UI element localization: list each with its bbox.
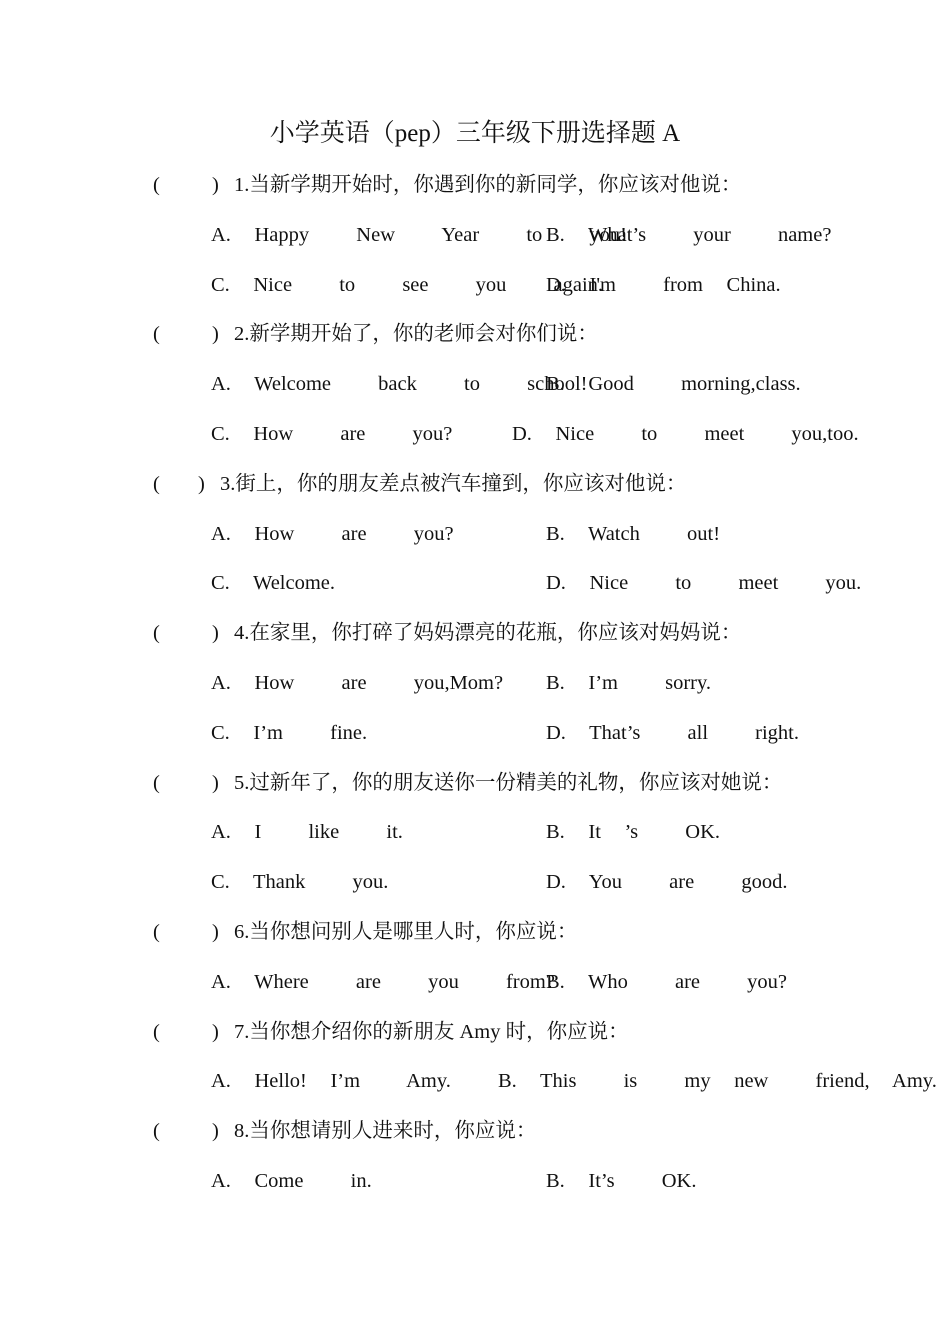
option-row: [0, 1161, 950, 1201]
question-text: 7.当你想介绍你的新朋友 Amy 时，你应说：: [234, 1020, 629, 1043]
option-text: D. You are good.: [546, 871, 788, 894]
answer-blank-close-paren: ): [212, 323, 219, 346]
option-row: [0, 713, 950, 753]
option-row: [0, 414, 950, 454]
answer-blank-open-paren: (: [153, 771, 160, 794]
option-text: A. Where are you from?: [211, 970, 555, 993]
option-text: D. That’s all right.: [546, 721, 800, 744]
question-text: 2.新学期开始了，你的老师会对你们说：: [234, 323, 598, 346]
option-text: D. Nice to meet you.: [546, 572, 862, 595]
answer-blank-open-paren: (: [153, 472, 160, 495]
option-row: [0, 962, 950, 1002]
question-row: [0, 165, 950, 205]
answer-blank-open-paren: (: [153, 1020, 160, 1043]
question-row: [0, 912, 950, 952]
question-text: 3.街上，你的朋友差点被汽车撞到，你应该对他说：: [220, 472, 687, 495]
option-text: A. Hello! I’m Amy. B. This is my new friend, Amy.: [211, 1070, 937, 1093]
option-row: [0, 215, 950, 255]
option-text: C. How are you?: [211, 423, 453, 445]
option-row: [0, 364, 950, 404]
answer-blank-open-paren: (: [153, 921, 160, 943]
answer-blank-close-paren: ): [212, 622, 219, 645]
option-text: A. Happy New Year to you!: [211, 223, 628, 246]
answer-blank-open-paren: (: [153, 174, 160, 196]
option-text: C. I’m fine.: [211, 721, 368, 744]
option-row: [0, 812, 950, 852]
option-row: [0, 563, 950, 603]
option-text: C. Nice to see you again.: [211, 273, 604, 296]
option-text: B. It’s OK.: [546, 1170, 697, 1192]
option-text: A. How are you?: [211, 522, 454, 545]
option-text: A. Welcome back to school!: [211, 373, 588, 396]
answer-blank-close-paren: ): [212, 1120, 219, 1143]
option-text: D. I'm from China.: [546, 273, 781, 296]
question-row: [0, 314, 950, 354]
option-text: C. Thank you.: [211, 871, 389, 894]
option-row: [0, 663, 950, 703]
option-text: A. Come in.: [211, 1170, 372, 1192]
answer-blank-open-paren: (: [153, 1120, 160, 1143]
option-row: [0, 1061, 950, 1101]
answer-blank-close-paren: ): [212, 174, 219, 196]
question-row: [0, 1111, 950, 1151]
option-row: [0, 265, 950, 305]
question-row: [0, 1012, 950, 1052]
option-text: B. I’m sorry.: [546, 672, 712, 694]
option-text: C. Welcome.: [211, 572, 336, 595]
question-text: 6.当你想问别人是哪里人时，你应说：: [234, 921, 578, 943]
option-row: [0, 514, 950, 554]
question-text: 1.当新学期开始时，你遇到你的新同学，你应该对他说：: [234, 174, 742, 196]
question-text: 4.在家里，你打碎了妈妈漂亮的花瓶，你应该对妈妈说：: [234, 622, 742, 645]
question-text: 5.过新年了，你的朋友送你一份精美的礼物，你应该对她说：: [234, 771, 783, 794]
option-text: B. It ’s OK.: [546, 821, 721, 844]
question-row: [0, 763, 950, 803]
option-row: [0, 862, 950, 902]
answer-blank-open-paren: (: [153, 622, 160, 645]
option-text: D. Nice to meet you,too.: [512, 423, 859, 445]
page-title: 小学英语（pep）三年级下册选择题 A: [269, 120, 681, 147]
question-row: [0, 613, 950, 653]
option-text: B. Watch out!: [546, 522, 721, 545]
answer-blank-close-paren: ): [212, 921, 219, 943]
answer-blank-close-paren: ): [212, 771, 219, 794]
answer-blank-close-paren: ): [198, 472, 205, 495]
answer-blank-open-paren: (: [153, 323, 160, 346]
option-text: B. Who are you?: [546, 970, 788, 993]
option-text: A. I like it.: [211, 821, 403, 844]
option-text: B. What’s your name?: [546, 223, 832, 246]
answer-blank-close-paren: ): [212, 1020, 219, 1043]
question-text: 8.当你想请别人进来时，你应说：: [234, 1120, 537, 1143]
question-row: [0, 464, 950, 504]
option-text: B. Good morning,class.: [546, 373, 801, 396]
option-text: A. How are you,Mom?: [211, 672, 504, 694]
